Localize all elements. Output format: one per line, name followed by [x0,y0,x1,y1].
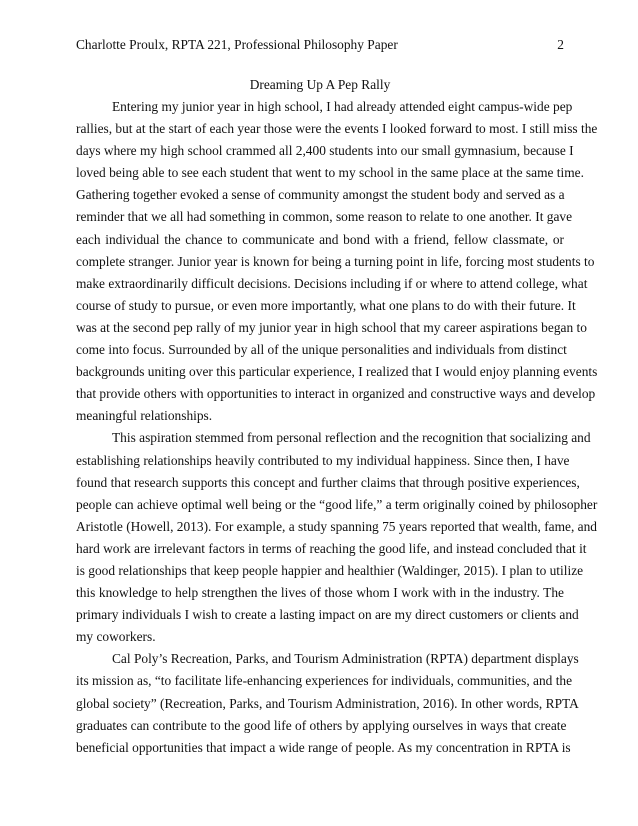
text-line: its mission as, “to facilitate life-enhancing experiences for individuals, communities, and the [76,673,573,689]
text-line: Cal Poly’s Recreation, Parks, and Tourism Administration (RPTA) department displays [112,651,579,667]
text-line: beneficial opportunities that impact a wide range of people. As my concentration in RPTA is [76,739,571,755]
text-line: found that research supports this concept and further claims that through positive experiences, [76,474,580,490]
text-line: Entering my junior year in high school, I had already attended eight campus-wide pep [112,99,573,114]
text-line: this knowledge to help strengthen the lives of those whom I work with in the industry. The [76,585,564,601]
text-line: This aspiration stemmed from personal reflection and the recognition that socializing and [112,430,591,446]
text-line: primary individuals I wish to create a lasting impact on are my direct customers or clients and [76,607,579,623]
paper-title: Dreaming Up A Pep Rally [249,77,391,92]
running-head-text: Charlotte Proulx, RPTA 221, Professional Philosophy Paper [76,37,398,52]
text-line: that provide others with opportunities to interact in organized and constructive ways and develop [76,386,596,402]
page-number: 2 [557,37,564,52]
text-line: rallies, but at the start of each year those were the events I looked forward to most. I still miss the [76,121,598,137]
paragraph [76,96,598,427]
text-line: each individual the chance to communicate and bond with a friend, fellow classmate, or [76,231,564,247]
paragraph [76,427,598,648]
text-line: days where my high school crammed all 2,400 students into our small gymnasium, because I [76,143,574,159]
text-line: make extraordinarily difficult decisions. Decisions including if or where to attend college, what [76,275,588,291]
text-line: loved being able to see each student that went to my school in the same place at the same time. [76,165,584,181]
text-line: graduates can contribute to the good life of others by applying ourselves in ways that create [76,717,567,733]
text-line: Aristotle (Howell, 2013). For example, a study spanning 75 years reported that wealth, fame, and [76,518,597,534]
text-line: my coworkers. [76,629,156,645]
text-line: come into focus. Surrounded by all of the unique personalities and individuals from distinct [76,342,567,358]
paragraph [76,648,579,758]
text-line: is good relationships that keep people happier and healthier (Waldinger, 2015). I plan to utilize [76,562,584,578]
running-header [76,37,564,53]
text-line: global society” (Recreation, Parks, and Tourism Administration, 2016). In other words, RPTA [76,695,579,711]
text-line: hard work are irrelevant factors in terms of reaching the good life, and instead concluded that it [76,540,587,556]
text-line: reminder that we all had something in common, some reason to relate to one another. It gave [76,209,573,225]
text-line: was at the second pep rally of my junior year in high school that my career aspirations began to [76,319,587,335]
text-line: meaningful relationships. [76,408,213,424]
text-line: Gathering together evoked a sense of community amongst the student body and served as a [76,187,565,203]
text-line: establishing relationships heavily contributed to my individual happiness. Since then, I have [76,452,570,468]
text-line: people can achieve optimal well being or the “good life,” a term originally coined by philosopher [76,496,598,512]
document-body [76,96,598,759]
text-line: backgrounds uniting over this particular experience, I realized that I would enjoy planning events [76,364,598,380]
text-line: complete stranger. Junior year is known for being a turning point in life, forcing most students to [76,253,595,269]
text-line: course of study to pursue, or even more importantly, what one plans to do with their future. It [76,297,576,313]
